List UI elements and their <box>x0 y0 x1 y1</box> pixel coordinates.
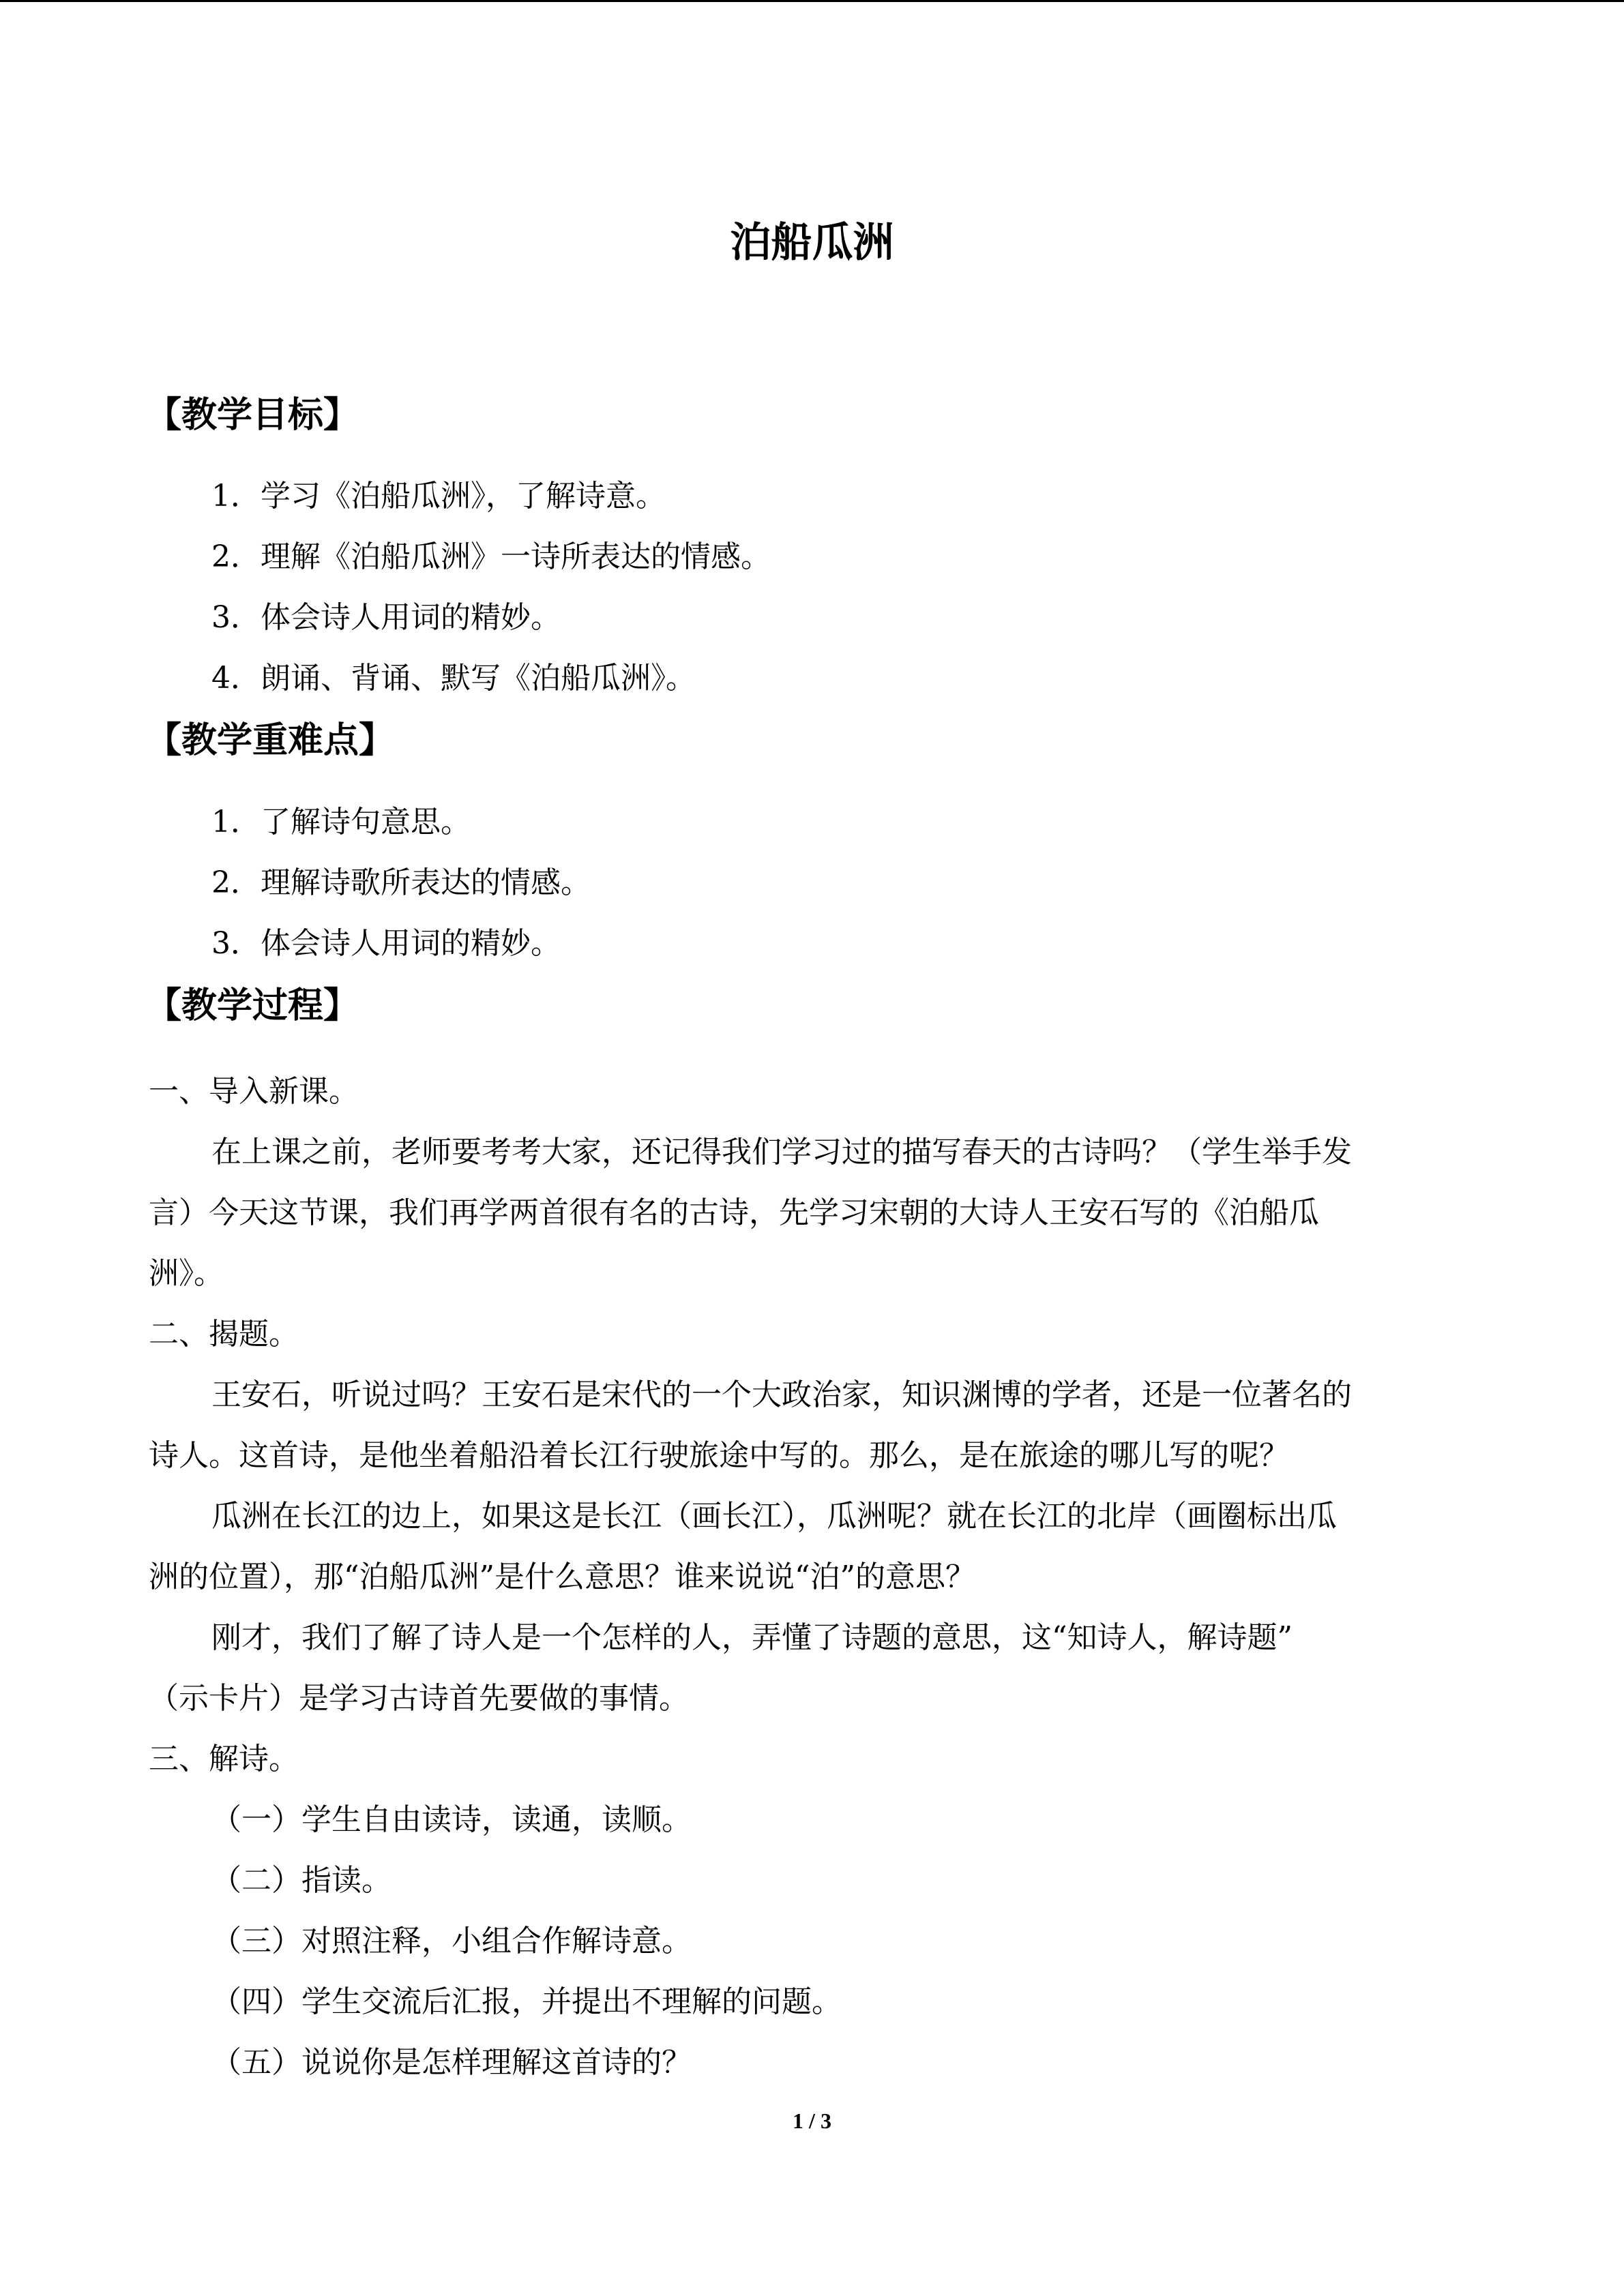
process-paragraph-line: 刚才，我们了解了诗人是一个怎样的人，弄懂了诗题的意思，这“知诗人，解诗题” <box>211 1620 1293 1655</box>
process-step-heading: 一、导入新课。 <box>149 1074 359 1109</box>
process-step-heading: 二、揭题。 <box>149 1317 299 1352</box>
objective-item: 4．朗诵、背诵、默写《泊船瓜洲》。 <box>211 661 696 696</box>
key-point-item: 1．了解诗句意思。 <box>211 805 471 839</box>
process-paragraph-line: 诗人。这首诗，是他坐着船沿着长江行驶旅途中写的。那么，是在旅途的哪儿写的呢？ <box>149 1438 1289 1473</box>
section-heading-key-points: 【教学重难点】 <box>146 720 395 761</box>
section-heading-process: 【教学过程】 <box>146 985 359 1026</box>
page-number: 1 / 3 <box>793 2108 831 2133</box>
process-sub-step: （三）对照注释，小组合作解诗意。 <box>211 1924 692 1958</box>
process-step-heading: 三、解诗。 <box>149 1742 299 1776</box>
process-sub-step: （四）学生交流后汇报，并提出不理解的问题。 <box>211 1984 842 2019</box>
page-title: 泊船瓜洲 <box>730 219 894 267</box>
process-paragraph-line: 王安石，听说过吗？王安石是宋代的一个大政治家，知识渊博的学者，还是一位著名的 <box>211 1377 1352 1412</box>
process-paragraph-line: （示卡片）是学习古诗首先要做的事情。 <box>149 1681 689 1716</box>
process-sub-step: （二）指读。 <box>211 1863 392 1898</box>
process-paragraph-line: 瓜洲在长江的边上，如果这是长江（画长江），瓜洲呢？就在长江的北岸（画圈标出瓜 <box>211 1499 1337 1534</box>
objective-item: 3．体会诗人用词的精妙。 <box>211 600 561 635</box>
process-paragraph-line: 在上课之前，老师要考考大家，还记得我们学习过的描写春天的古诗吗？（学生举手发 <box>211 1135 1352 1169</box>
process-paragraph-line: 洲》。 <box>149 1256 224 1291</box>
process-sub-step: （五）说说你是怎样理解这首诗的？ <box>211 2045 692 2080</box>
key-point-item: 3．体会诗人用词的精妙。 <box>211 926 561 961</box>
process-paragraph-line: 洲的位置），那“泊船瓜洲”是什么意思？谁来说说“泊”的意思？ <box>149 1560 975 1594</box>
process-sub-step: （一）学生自由读诗，读通，读顺。 <box>211 1802 692 1837</box>
objective-item: 2．理解《泊船瓜洲》一诗所表达的情感。 <box>211 539 771 574</box>
key-point-item: 2．理解诗歌所表达的情感。 <box>211 865 591 900</box>
objective-item: 1．学习《泊船瓜洲》，了解诗意。 <box>211 479 666 513</box>
process-paragraph-line: 言）今天这节课，我们再学两首很有名的古诗，先学习宋朝的大诗人王安石写的《泊船瓜 <box>149 1195 1319 1230</box>
section-heading-objectives: 【教学目标】 <box>146 395 359 436</box>
